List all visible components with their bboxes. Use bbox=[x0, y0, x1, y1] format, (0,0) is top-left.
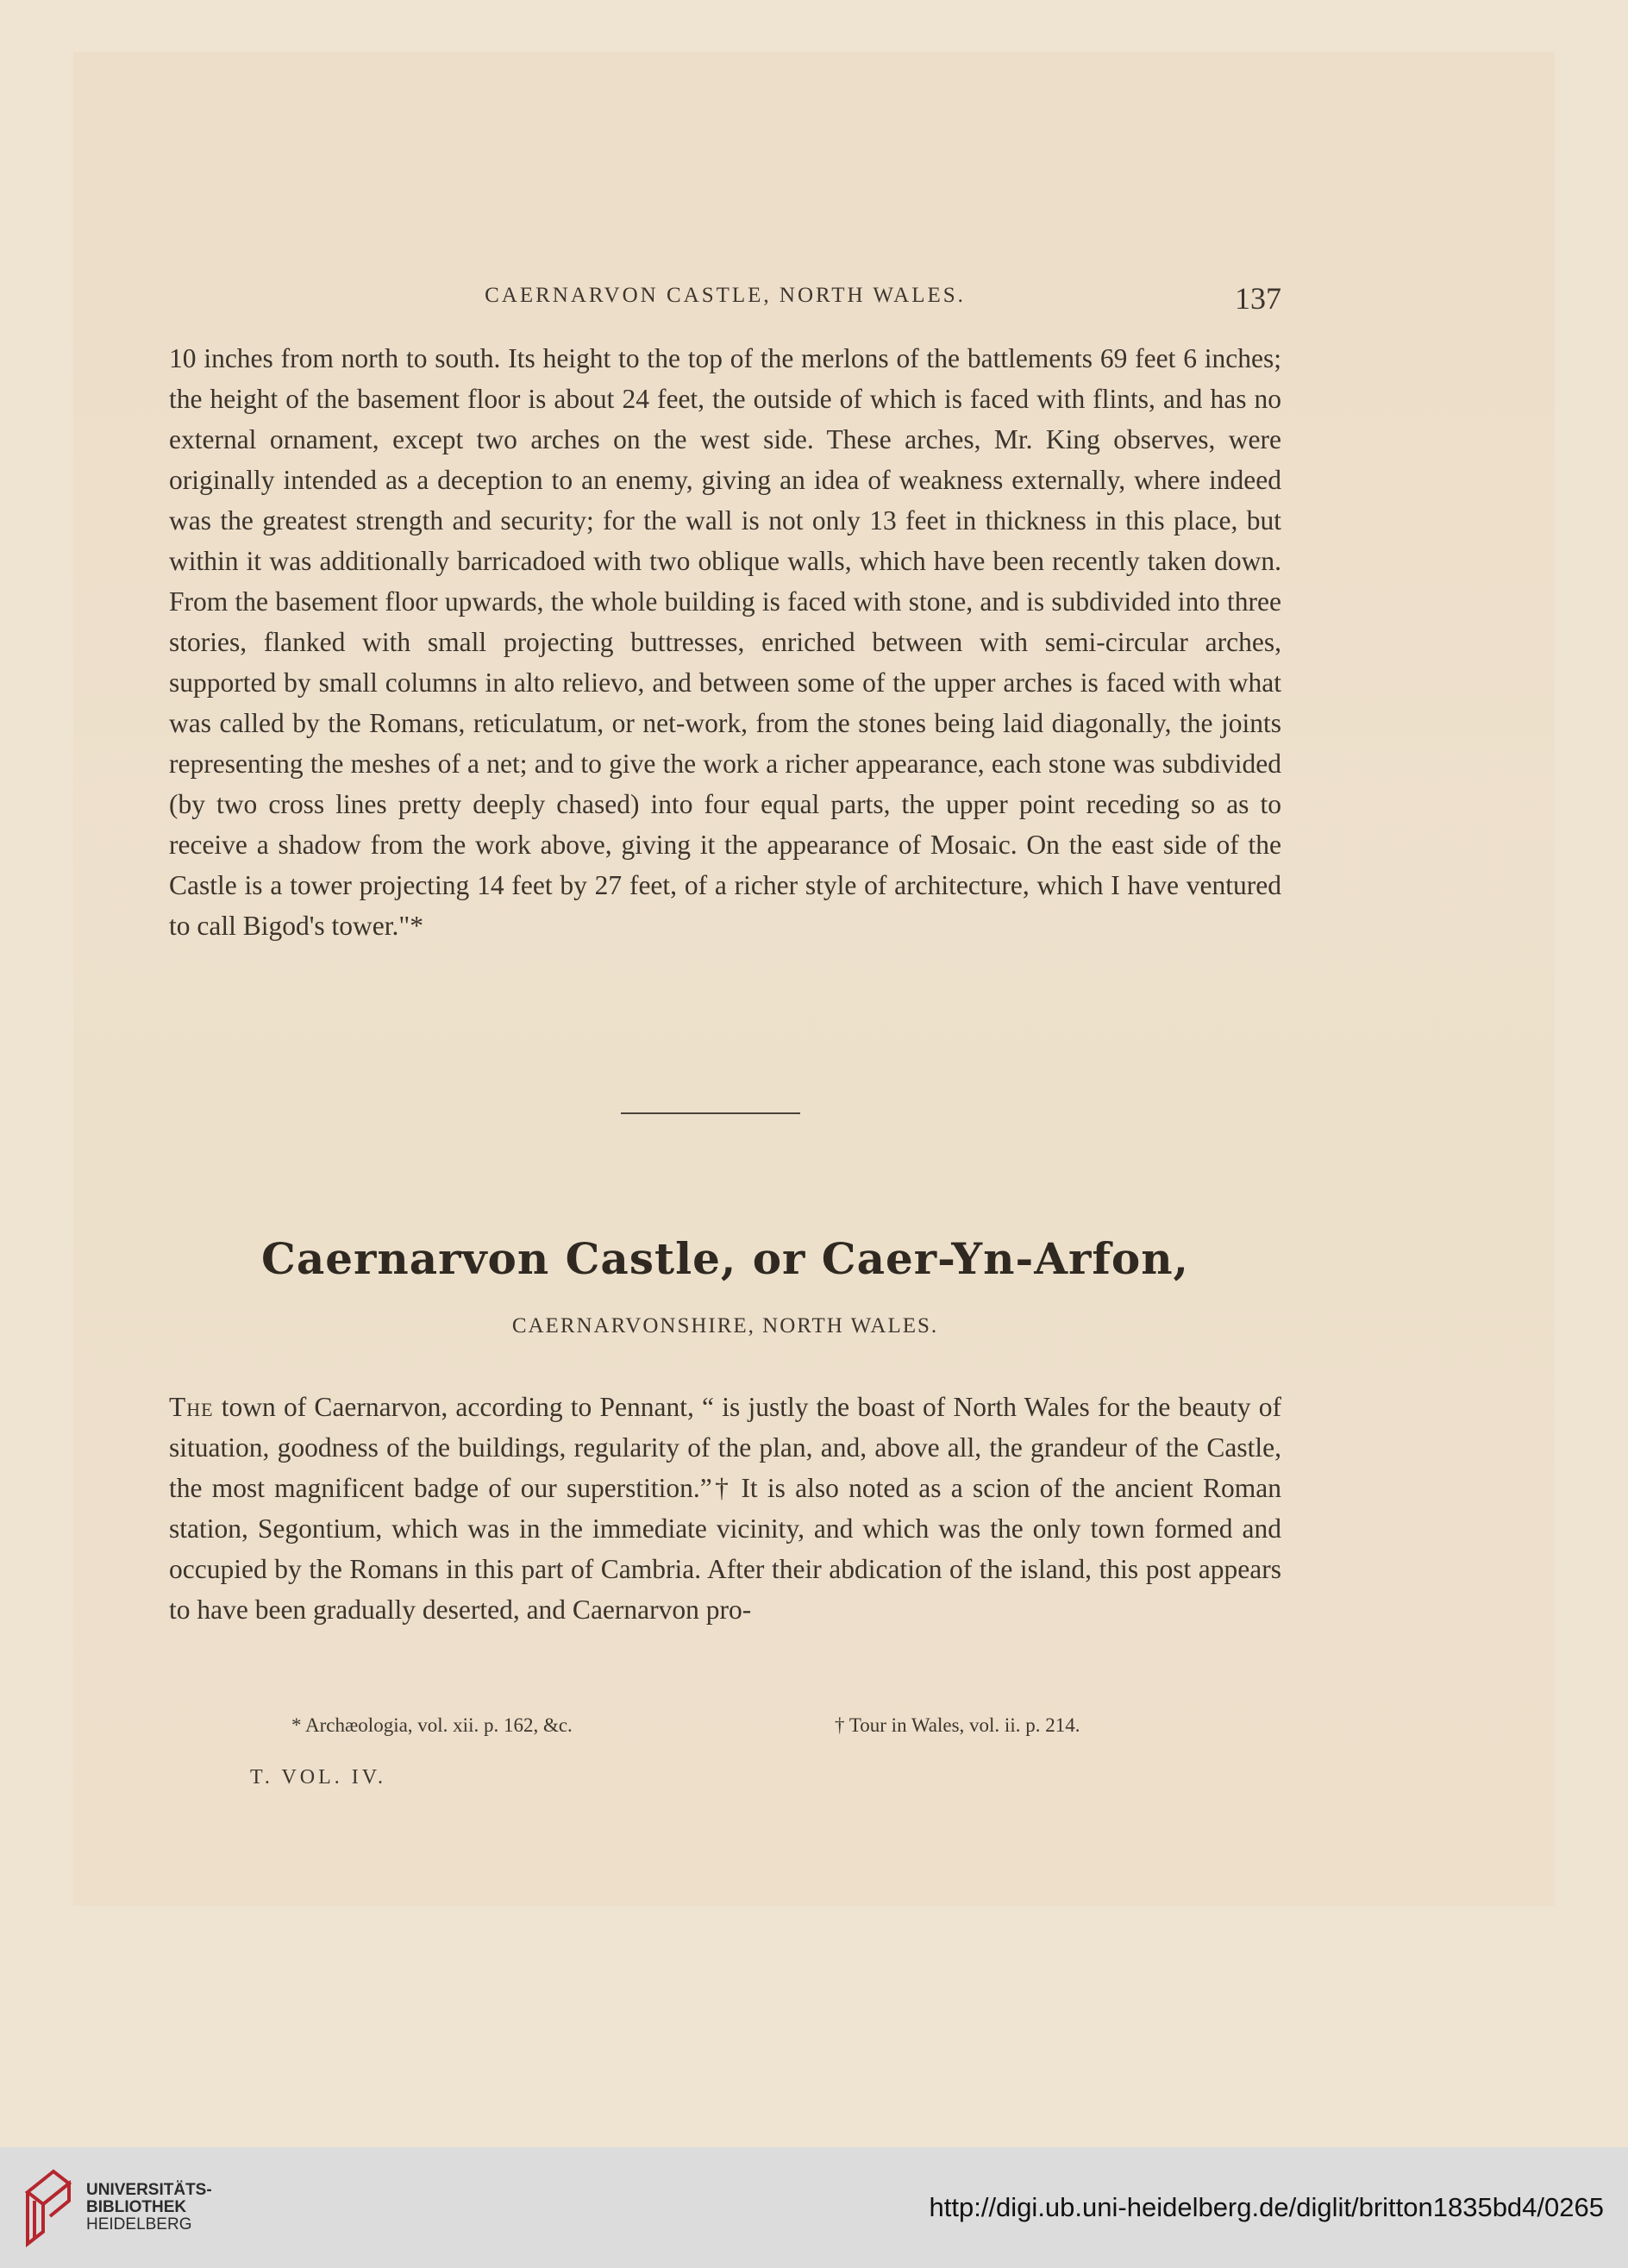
paragraph-continued: 10 inches from north to south. Its height to the top of the merlons of the battlements 69 feet 6 inches; the height of the basement floor is about 24 feet, the outside of which is faced with flints, and has no external ornament, except two arches on the west side. These arches, Mr. King observes, were originally intended as a deception to an enemy, giving an idea of weakness externally, where indeed was the greatest strength and security; for the wall is not only 13 feet in thickness in this place, but within it was additionally barricadoed with two oblique walls, which have been recently taken down. From the basement floor upwards, the whole building is faced with stone, and is subdivided into three stories, flanked with small projecting buttresses, enriched between with semi-circular arches, supported by small columns in alto relievo, and between some of the upper arches is faced with what was called by the Romans, reticulatum, or net-work, from the stones being laid diagonally, the joints representing the meshes of a net; and to give the work a richer appearance, each stone was subdivided (by two cross lines pretty deeply chased) into four equal parts, the upper point receding so as to receive a shadow from the work above, giving it the appearance of Mosaic. On the east side of the Castle is a tower projecting 14 feet by 27 feet, of a richer style of architecture, which I have ventured to call Bigod's tower."* bbox=[169, 343, 1281, 941]
signature-mark: T. VOL. IV. bbox=[250, 1766, 386, 1789]
footnote-tour-in-wales: † Tour in Wales, vol. ii. p. 214. bbox=[835, 1714, 1080, 1736]
source-url-link[interactable]: http://digi.ub.uni-heidelberg.de/diglit/britton1835bd4/0265 bbox=[929, 2192, 1604, 2222]
library-logo-icon bbox=[19, 2166, 76, 2249]
paragraph-opening-text: town of Caernarvon, according to Pennant, “ is justly the boast of North Wales for the beauty of situation, goodness of the buildings, regularity of the plan, and, above all, the grandeur of the Castle, the most magnificent badge of our superstition.”† It is also noted as a scion of the ancient Roman station, Segontium, which was in the immediate vicinity, and which was the only town formed and occupied by the Romans in this part of Cambria. After their abdication of the island, this post appears to have been gradually deserted, and Caernarvon pro- bbox=[169, 1392, 1281, 1625]
paragraph-lead-word: The bbox=[169, 1392, 214, 1422]
section-heading: Caernarvon Castle, or Caer-Yn-Arfon, bbox=[261, 1233, 1189, 1284]
section-divider-rule bbox=[621, 1112, 800, 1114]
library-name-line-3: HEIDELBERG bbox=[86, 2215, 192, 2234]
running-title: CAERNARVON CASTLE, NORTH WALES. bbox=[485, 284, 966, 307]
running-head bbox=[169, 280, 1281, 318]
library-name-line-2: BIBLIOTHEK bbox=[86, 2198, 187, 2216]
paragraph-opening bbox=[169, 1387, 1281, 1630]
footer-bar bbox=[0, 2147, 1628, 2268]
footnote-archaeologia: * Archæologia, vol. xii. p. 162, &c. bbox=[291, 1714, 573, 1736]
section-subheading: CAERNARVONSHIRE, NORTH WALES. bbox=[511, 1314, 939, 1338]
page-number: 137 bbox=[1235, 281, 1281, 316]
library-name-line-1: UNIVERSITÄTS- bbox=[86, 2181, 212, 2199]
library-name bbox=[86, 2182, 212, 2234]
